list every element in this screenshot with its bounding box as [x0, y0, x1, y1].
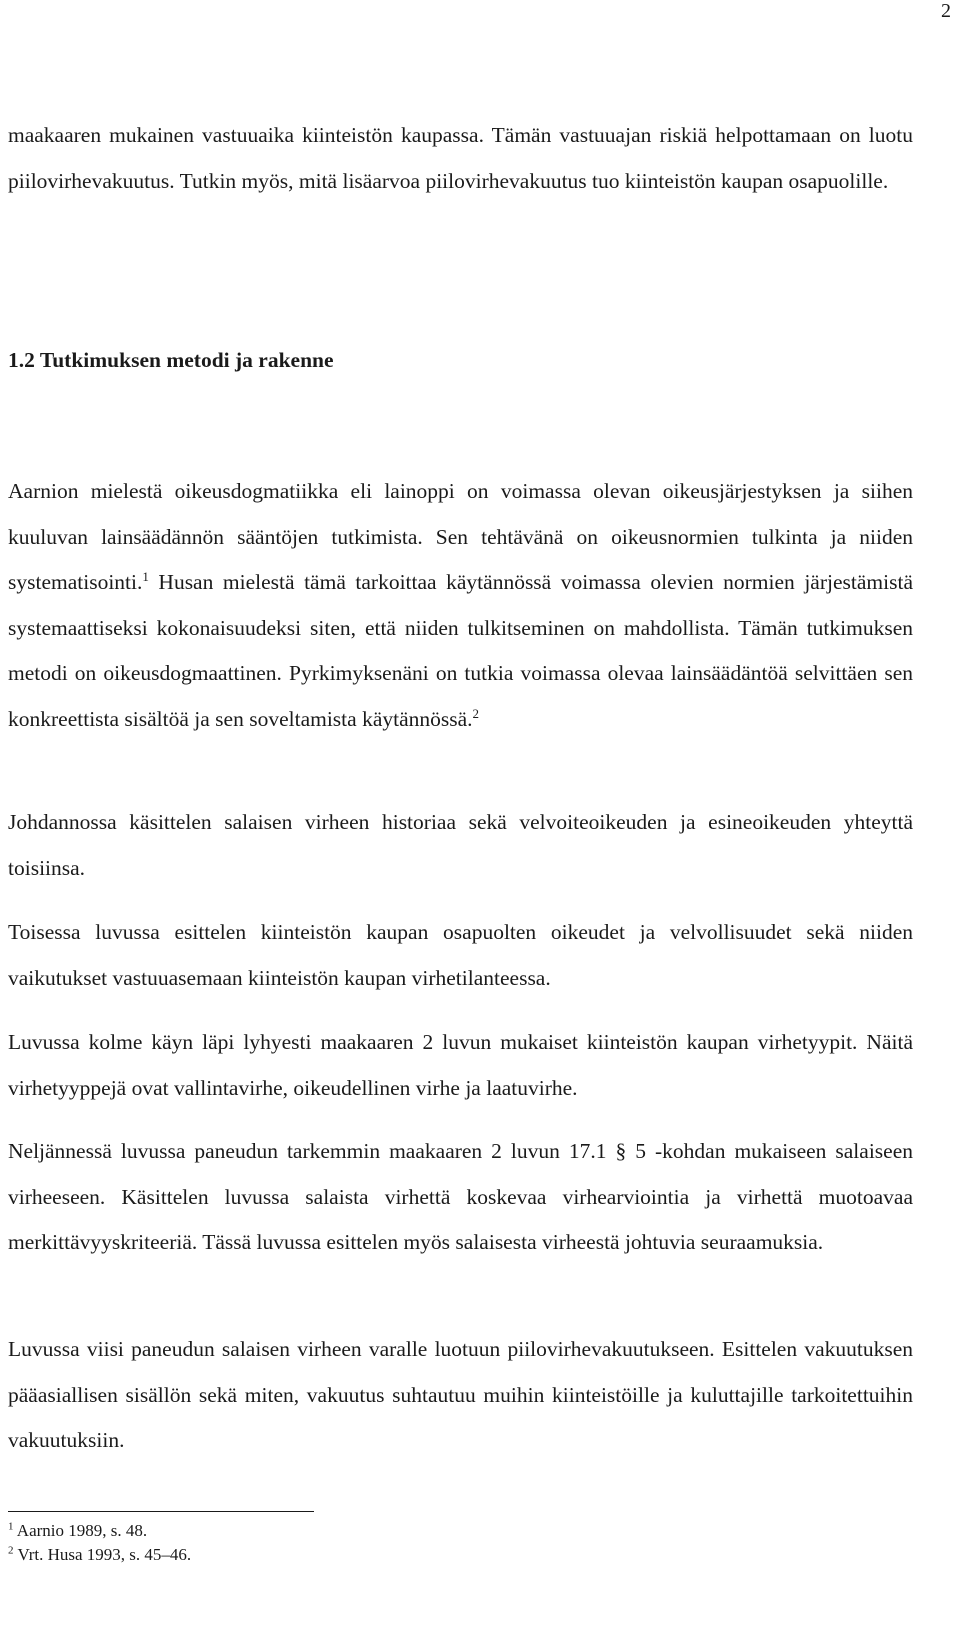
- method-paragraph: [8, 469, 913, 742]
- method-text-part2: Husan mielestä tämä tarkoittaa käytännössä voimassa olevien normien järjestämistä systemaattiseksi kokonaisuudeksi siten, että niiden tulkitseminen on mahdollista. Tämän tutkimuksen metodi on oikeusdogmaattinen. Pyrkimyksenäni on tutkia voimassa olevaa lainsäädäntöä selvittäen sen konkreettista sisältöä ja sen soveltamista käytännössä.: [8, 570, 913, 731]
- intro-block: [8, 113, 913, 204]
- method-text-part1: Aarnion mielestä oikeusdogmatiikka eli lainoppi on voimassa olevan oikeusjärjestyksen ja siihen kuuluvan lainsäädännön sääntöjen tutkimista. Sen tehtävänä on oikeusnormien tulkinta ja niiden systematisointi.: [8, 479, 913, 594]
- footnote-text: Aarnio 1989, s. 48.: [13, 1521, 148, 1540]
- footnote-separator: [8, 1511, 314, 1512]
- body-paragraph: Johdannossa käsittelen salaisen virheen historiaa sekä velvoiteoikeuden ja esineoikeuden yhteyttä toisiinsa.: [8, 810, 913, 880]
- section-heading: 1.2 Tutkimuksen metodi ja rakenne: [8, 348, 334, 372]
- paragraph-block-4: [8, 1129, 913, 1266]
- body-paragraph: Luvussa viisi paneudun salaisen virheen varalle luotuun piilovirhevakuutukseen. Esittelen vakuutuksen pääasiallisen sisällön sekä miten, vakuutus suhtautuu muihin kiinteistöille ja kuluttajille tarkoitettuihin vakuutuksiin.: [8, 1337, 913, 1452]
- paragraph-block-1: [8, 800, 913, 891]
- paragraph-block-5: [8, 1327, 913, 1464]
- footnote-number: 2: [8, 1544, 14, 1557]
- footnote-number: 1: [8, 1520, 14, 1533]
- body-paragraph: Toisessa luvussa esittelen kiinteistön kaupan osapuolten oikeudet ja velvollisuudet sekä niiden vaikutukset vastuuasemaan kiinteistön kaupan virhetilanteessa.: [8, 920, 913, 990]
- section-heading-block: [8, 338, 913, 383]
- method-block: [8, 469, 913, 742]
- page-number: 2: [941, 0, 951, 22]
- paragraph-block-2: [8, 910, 913, 1001]
- footnote-ref-2: 2: [472, 705, 480, 721]
- footnote-1: [8, 1520, 147, 1542]
- body-paragraph: Neljännessä luvussa paneudun tarkemmin maakaaren 2 luvun 17.1 § 5 -kohdan mukaiseen salaiseen virheeseen. Käsittelen luvussa salaista virhettä koskevaa virhearviointia ja virhettä muotoavaa merkittävyyskriteeriä. Tässä luvussa esittelen myös salaisesta virheestä johtuvia seuraamuksia.: [8, 1139, 913, 1254]
- footnote-text: Vrt. Husa 1993, s. 45–46.: [13, 1545, 192, 1564]
- body-paragraph: Luvussa kolme käyn läpi lyhyesti maakaaren 2 luvun mukaiset kiinteistön kaupan virhetyypit. Näitä virhetyyppejä ovat vallintavirhe, oikeudellinen virhe ja laatuvirhe.: [8, 1030, 913, 1100]
- footnote-ref-1: 1: [142, 568, 149, 584]
- intro-paragraph: maakaaren mukainen vastuuaika kiinteistön kaupassa. Tämän vastuuajan riskiä helpottamaan on luotu piilovirhevakuutus. Tutkin myös, mitä lisäarvoa piilovirhevakuutus tuo kiinteistön kaupan osapuolille.: [8, 123, 913, 193]
- paragraph-block-3: [8, 1020, 913, 1111]
- footnote-2: [8, 1544, 191, 1566]
